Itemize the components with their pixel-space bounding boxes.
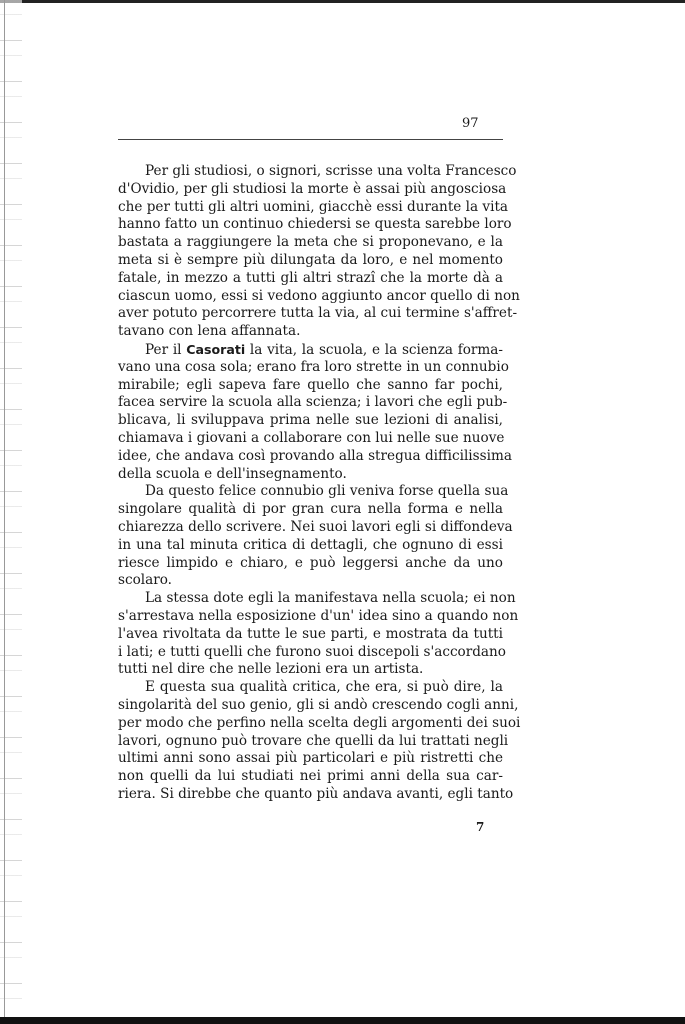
signature-mark: 7 [476, 820, 485, 834]
text-line: non quelli da lui studiati nei primi anni della sua car- [118, 768, 503, 785]
text-line: singolarità del suo genio, gli si andò crescendo cogli anni, [118, 696, 519, 713]
text-line: ciascun uomo, essi si vedono aggiunto ancor quello di non [118, 287, 520, 304]
text-segment: Per il [145, 341, 187, 358]
text-line: che per tutti gli altri uomini, giacchè essi durante la vita [118, 198, 509, 215]
text-line [118, 341, 503, 359]
text-line: fatale, in mezzo a tutti gli altri strazî che la morte dà a [118, 269, 503, 286]
text-line: facea servire la scuola alla scienza; i lavori che egli pub- [118, 394, 508, 411]
text-line: ultimi anni sono assai più particolari e più ristretti che [118, 750, 503, 767]
text-line: mirabile; egli sapeva fare quello che sanno far pochi, [118, 376, 503, 393]
text-line: scolaro. [118, 572, 172, 589]
text-line: chiamava i giovani a collaborare con lui nelle sue nuove [118, 429, 505, 446]
scan-top-border [0, 0, 685, 3]
text-line: E questa sua qualità critica, che era, si può dire, la [145, 679, 503, 696]
text-line: tutti nel dire che nelle lezioni era un artista. [118, 661, 424, 678]
page-number: 97 [462, 116, 479, 131]
text-line: aver potuto percorrere tutta la via, al cui termine s'affret- [118, 305, 518, 322]
text-line: chiarezza dello scrivere. Nei suoi lavori egli si diffondeva [118, 518, 513, 535]
paragraph [118, 679, 521, 804]
text-line: riera. Si direbbe che quanto più andava avanti, egli tanto [118, 785, 514, 802]
paragraph [118, 341, 512, 483]
text-line: i lati; e tutti quelli che furono suoi discepoli s'accordano [118, 643, 506, 660]
text-line: s'arrestava nella esposizione d'un' idea sino a quando non [118, 607, 519, 624]
body-text [118, 163, 521, 804]
header-rule [118, 139, 503, 140]
text-line: Per gli studiosi, o signori, scrisse una volta Francesco [145, 163, 517, 179]
text-segment: la vita, la scuola, e la scienza forma- [245, 341, 503, 358]
paragraph [118, 163, 520, 341]
text-line: in una tal minuta critica di dettagli, che ognuno di essi [118, 536, 503, 553]
text-line: hanno fatto un continuo chiedersi se questa sarebbe loro [118, 216, 512, 233]
text-line: bastata a raggiungere la meta che si proponevano, e la [118, 234, 503, 251]
text-line: vano una cosa sola; erano fra loro strette in un connubio [118, 358, 509, 375]
text-line: idee, che andava così provando alla stregua difficilissima [118, 447, 512, 464]
scan-gutter-line [4, 0, 5, 1024]
text-line: Da questo felice connubio gli veniva forse quella sua [145, 483, 509, 500]
scan-bottom-border [0, 1017, 685, 1024]
text-line: La stessa dote egli la manifestava nella scuola; ei non [145, 590, 516, 607]
text-line: della scuola e dell'insegnamento. [118, 465, 347, 482]
text-line: lavori, ognuno può trovare che quelli da lui trattati negli [118, 732, 509, 749]
paragraph [118, 483, 513, 590]
text-line: meta si è sempre più dilungata da loro, e nel momento [118, 251, 503, 268]
text-line: d'Ovidio, per gli studiosi la morte è assai più angosciosa [118, 180, 507, 197]
text-line: per modo che perfino nella scelta degli argomenti dei suoi [118, 714, 521, 731]
text-line: blicava, li sviluppava prima nelle sue lezioni di analisi, [118, 412, 503, 429]
text-line: tavano con lena affannata. [118, 323, 301, 340]
text-line: riesce limpido e chiaro, e può leggersi anche da uno [118, 554, 503, 571]
paragraph [118, 590, 519, 679]
text-line: l'avea rivoltata da tutte le sue parti, e mostrata da tutti [118, 625, 503, 642]
text-line: singolare qualità di por gran cura nella forma e nella [118, 501, 503, 518]
emphasized-name: Casorati [186, 341, 246, 357]
